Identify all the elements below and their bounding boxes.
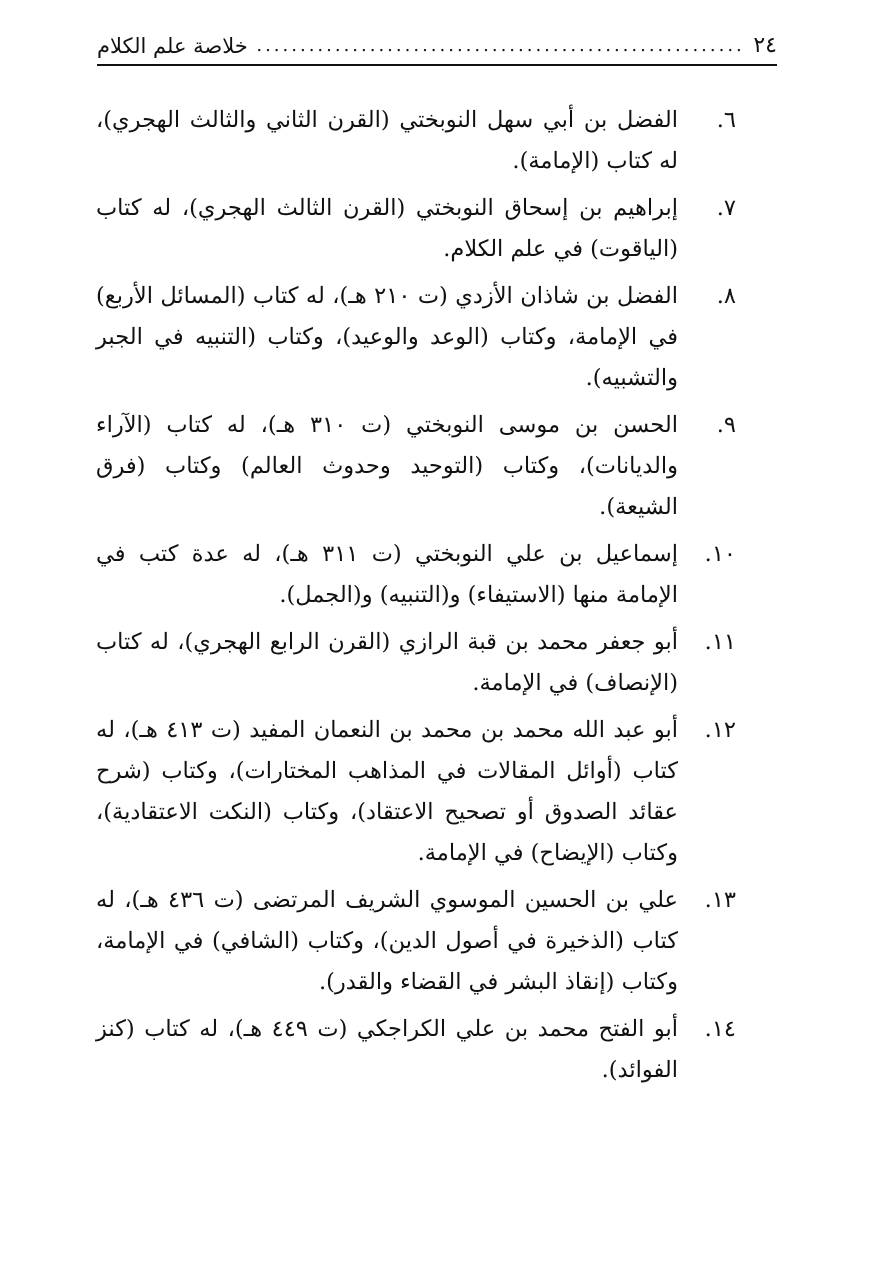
item-text: الحسن بن موسى النوبختي (ت ٣١٠ هـ)، له كتاب (الآراء والديانات)، وكتاب (التوحيد وحدوث العالم) وكتاب (فرق الشيعة). bbox=[96, 412, 678, 520]
item-text: الفضل بن شاذان الأزدي (ت ٢١٠ هـ)، له كتاب (المسائل الأربع) في الإمامة، وكتاب (الوعد والوعيد)، وكتاب (التنبيه في الجبر والتشبيه). bbox=[96, 283, 678, 391]
item-number: ٩. bbox=[716, 412, 736, 438]
item-text: أبو الفتح محمد بن علي الكراجكي (ت ٤٤٩ هـ)، له كتاب (كنز الفوائد). bbox=[96, 1016, 678, 1083]
list-item bbox=[96, 710, 736, 874]
list-item bbox=[96, 534, 736, 616]
page-number: ٢٤ bbox=[753, 33, 777, 58]
item-number: ٦. bbox=[716, 107, 736, 133]
item-number: ١٢. bbox=[704, 717, 736, 743]
item-text: إبراهيم بن إسحاق النوبختي (القرن الثالث الهجري)، له كتاب (الياقوت) في علم الكلام. bbox=[96, 195, 678, 262]
item-number: ١١. bbox=[704, 629, 736, 655]
list-item bbox=[96, 405, 736, 528]
item-text: علي بن الحسين الموسوي الشريف المرتضى (ت ٤٣٦ هـ)، له كتاب (الذخيرة في أصول الدين)، وكتاب (الشافي) في الإمامة، وكتاب (إنقاذ البشر في القضاء والقدر). bbox=[96, 887, 678, 995]
item-text: أبو عبد الله محمد بن محمد بن النعمان المفيد (ت ٤١٣ هـ)، له كتاب (أوائل المقالات في المذاهب المختارات)، وكتاب (شرح عقائد الصدوق أو تصحيح الاعتقاد)، وكتاب (النكت الاعتقادية)، وكتاب (الإيضاح) في الإمامة. bbox=[96, 717, 678, 866]
item-number: ١٤. bbox=[704, 1016, 736, 1042]
item-number: ١٠. bbox=[704, 541, 736, 567]
list-item bbox=[96, 1009, 736, 1091]
item-number: ١٣. bbox=[704, 887, 736, 913]
item-text: إسماعيل بن علي النوبختي (ت ٣١١ هـ)، له عدة كتب في الإمامة منها (الاستيفاء) و(التنبيه) و(الجمل). bbox=[96, 541, 678, 608]
list-item bbox=[96, 880, 736, 1003]
list-item bbox=[96, 622, 736, 704]
item-text: الفضل بن أبي سهل النوبختي (القرن الثاني والثالث الهجري)، له كتاب (الإمامة). bbox=[96, 107, 678, 174]
item-number: ٨. bbox=[716, 283, 736, 309]
entry-list bbox=[96, 100, 736, 1097]
list-item bbox=[96, 100, 736, 182]
item-text: أبو جعفر محمد بن قبة الرازي (القرن الرابع الهجري)، له كتاب (الإنصاف) في الإمامة. bbox=[96, 629, 678, 696]
running-title: خلاصة علم الكلام bbox=[97, 34, 248, 58]
list-item bbox=[96, 188, 736, 270]
page-header bbox=[97, 26, 777, 66]
list-item bbox=[96, 276, 736, 399]
header-leader-dots: ........................................................ bbox=[256, 35, 745, 56]
item-number: ٧. bbox=[716, 195, 736, 221]
